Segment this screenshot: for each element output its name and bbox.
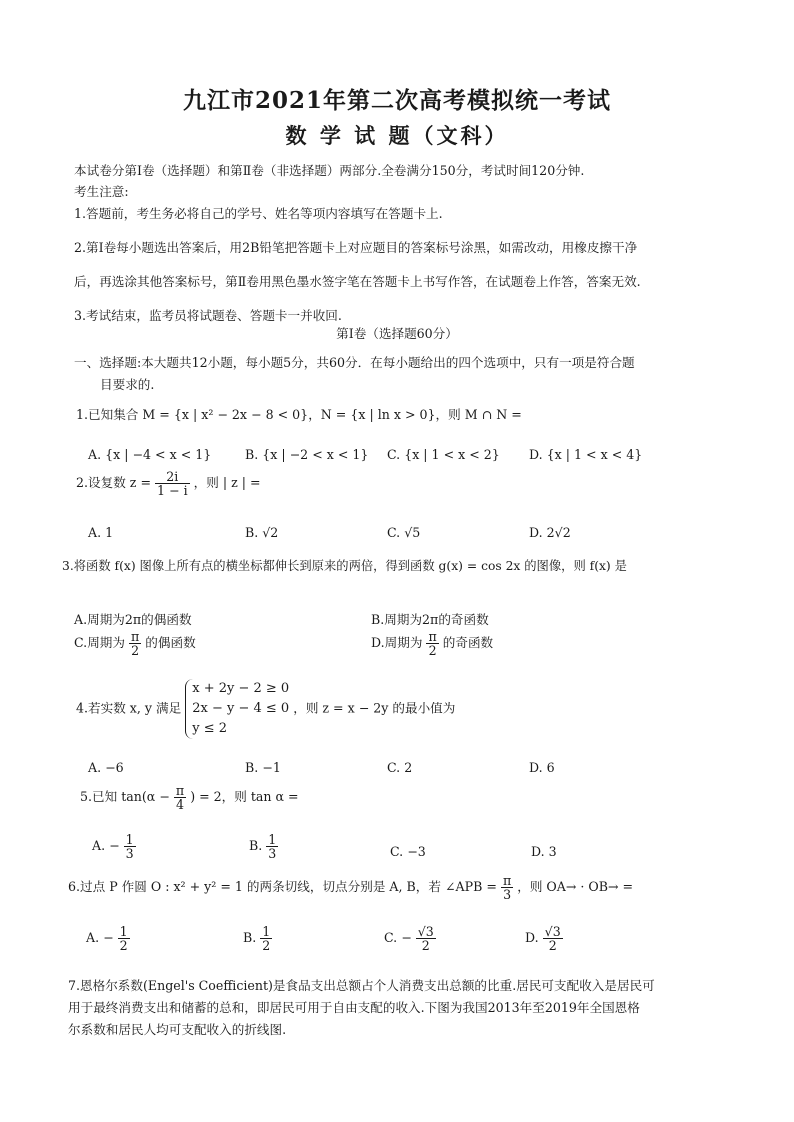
note-3: 3.考试结束，监考员将试题卷、答题卡一并收回. <box>74 308 342 323</box>
exam-title: 九江市2021年第二次高考模拟统一考试 <box>182 87 611 114</box>
q6-b-denominator: 2 <box>262 938 271 954</box>
q6-c-denominator: 2 <box>421 938 430 954</box>
q5-b-fraction <box>266 833 278 860</box>
question-7-line-2: 用于最终消费支出和储蓄的总和，即居民可用于自由支配的收入.下图为我国2013年至2019年全国恩格 <box>68 1000 640 1015</box>
q6-denominator: 3 <box>503 887 512 903</box>
q5-a-fraction <box>124 833 136 860</box>
q4-option-c: C. 2 <box>387 760 413 775</box>
q3-c-fraction <box>129 630 141 657</box>
q6-b-numerator: 1 <box>262 924 271 939</box>
q5-b-pre: B. <box>249 838 263 854</box>
q6-option-c <box>384 925 436 952</box>
q6-d-denominator: 2 <box>548 938 557 954</box>
q6-option-b <box>243 925 272 952</box>
notes-heading: 考生注意: <box>74 184 129 199</box>
question-7-line-3: 尔系数和居民人均可支配收入的折线图. <box>68 1022 287 1037</box>
q6-c-numerator: √3 <box>417 924 434 939</box>
intro-line: 本试卷分第Ⅰ卷（选择题）和第Ⅱ卷（非选择题）两部分.全卷满分150分，考试时间120分钟. <box>74 163 585 178</box>
q2-option-c: C. √5 <box>387 525 421 540</box>
q4-constraint-system <box>185 679 289 739</box>
q1-option-a: A. {x | −4 < x < 1} <box>88 447 212 462</box>
q5-option-c: C. −3 <box>390 844 426 859</box>
q5-b-numerator: 1 <box>268 832 277 847</box>
q5-fraction <box>174 784 186 811</box>
q5-post: ) = 2，则 tan α = <box>190 789 299 805</box>
question-2-stem <box>76 470 261 497</box>
q3-c-pre: C.周期为 <box>74 635 125 651</box>
q3-d-post: 的奇函数 <box>442 635 494 651</box>
q5-denominator: 4 <box>176 797 185 813</box>
q2-denominator: 1 − i <box>157 483 188 499</box>
q3-d-denominator: 2 <box>428 643 437 659</box>
section-instruction-2: 目要求的. <box>100 377 155 392</box>
q6-c-sign: C. − <box>384 930 412 946</box>
q1-option-d: D. {x | 1 < x < 4} <box>529 447 643 462</box>
q3-d-fraction <box>426 630 438 657</box>
q1-option-b: B. {x | −2 < x < 1} <box>245 447 369 462</box>
q6-d-fraction <box>543 925 563 952</box>
q6-b-pre: B. <box>243 930 257 946</box>
q5-option-b <box>249 833 278 860</box>
q6-c-fraction <box>416 925 436 952</box>
q6-a-denominator: 2 <box>119 938 128 954</box>
note-2a: 2.第Ⅰ卷每小题选出答案后，用2B铅笔把答题卡上对应题目的答案标号涂黑，如需改动，用橡皮擦干净 <box>74 240 638 255</box>
q4-option-b: B. −1 <box>245 760 281 775</box>
q3-c-numerator: π <box>131 629 140 644</box>
q5-numerator: π <box>175 783 185 798</box>
q6-a-numerator: 1 <box>119 924 128 939</box>
q2-post: ，则 | z | = <box>193 475 261 491</box>
q4-option-a: A. −6 <box>88 760 124 775</box>
q1-option-c: C. {x | 1 < x < 2} <box>387 447 500 462</box>
question-7-line-1: 7.恩格尔系数(Engel's Coefficient)是食品支出总额占个人消费支出总额的比重.居民可支配收入是居民可 <box>68 978 655 993</box>
q3-c-post: 的偶函数 <box>145 635 196 651</box>
question-3-stem: 3.将函数 f(x) 图像上所有点的横坐标都伸长到原来的两倍，得到函数 g(x) = cos 2x 的图像，则 f(x) 是 <box>62 559 627 573</box>
q2-fraction <box>155 470 190 497</box>
q4-pre: 4.若实数 x, y 满足 <box>76 700 182 716</box>
q6-d-numerator: √3 <box>544 924 561 939</box>
section-instruction-1: 一、选择题:本大题共12小题，每小题5分，共60分．在每小题给出的四个选项中，只有一项是符合题 <box>74 355 635 370</box>
q3-option-a: A.周期为2π的偶函数 <box>74 612 192 627</box>
q4-post: ，则 z = x − 2y 的最小值为 <box>293 700 456 716</box>
q2-option-d: D. 2√2 <box>529 525 571 540</box>
q4-constraint-2: 2x − y − 4 ≤ 0 <box>192 701 290 717</box>
q6-a-sign: A. − <box>86 930 114 946</box>
q4-constraint-3: y ≤ 2 <box>192 721 228 737</box>
q2-pre: 2.设复数 z = <box>76 475 151 491</box>
q6-option-d <box>525 925 563 952</box>
q5-a-numerator: 1 <box>125 832 134 847</box>
note-1: 1.答题前，考生务必将自己的学号、姓名等项内容填写在答题卡上. <box>74 206 443 221</box>
q6-option-a <box>86 925 130 952</box>
q5-a-sign: A. − <box>92 838 120 854</box>
q3-c-denominator: 2 <box>131 643 140 659</box>
q6-post: ，则 OA→ · OB→ = <box>517 879 634 895</box>
q5-option-d: D. 3 <box>531 844 557 859</box>
q5-option-a <box>92 833 136 860</box>
exam-subtitle: 数 学 试 题（文科） <box>285 123 509 148</box>
question-4-stem <box>76 679 455 739</box>
question-1-stem: 1.已知集合 M = {x | x² − 2x − 8 < 0}，N = {x | ln x > 0}，则 M ∩ N = <box>76 407 522 422</box>
q4-option-d: D. 6 <box>529 760 555 775</box>
q3-option-d <box>371 630 493 657</box>
q6-b-fraction <box>260 925 272 952</box>
q6-d-pre: D. <box>525 930 539 946</box>
section-title: 第Ⅰ卷（选择题60分） <box>336 326 458 341</box>
q4-constraint-1: x + 2y − 2 ≥ 0 <box>192 681 290 696</box>
question-5-stem <box>80 784 299 811</box>
q6-fraction <box>501 874 513 901</box>
q2-option-a: A. 1 <box>88 525 114 540</box>
question-6-stem <box>68 874 633 901</box>
q6-a-fraction <box>118 925 130 952</box>
q3-option-c <box>74 630 196 657</box>
note-2b: 后，再选涂其他答案标号，第Ⅱ卷用黑色墨水签字笔在答题卡上书写作答，在试题卷上作答，答案无效. <box>74 274 641 289</box>
q2-numerator: 2i <box>155 470 190 484</box>
q3-d-numerator: π <box>428 629 437 644</box>
q5-a-denominator: 3 <box>125 846 134 862</box>
q2-option-b: B. √2 <box>245 525 279 540</box>
q6-numerator: π <box>502 873 512 888</box>
q5-b-denominator: 3 <box>268 846 277 862</box>
q6-pre: 6.过点 P 作圆 O : x² + y² = 1 的两条切线，切点分别是 A, B，若 ∠APB = <box>68 879 497 895</box>
q3-option-b: B.周期为2π的奇函数 <box>371 612 489 627</box>
q3-d-pre: D.周期为 <box>371 635 423 651</box>
q5-pre: 5.已知 tan(α − <box>80 789 170 805</box>
